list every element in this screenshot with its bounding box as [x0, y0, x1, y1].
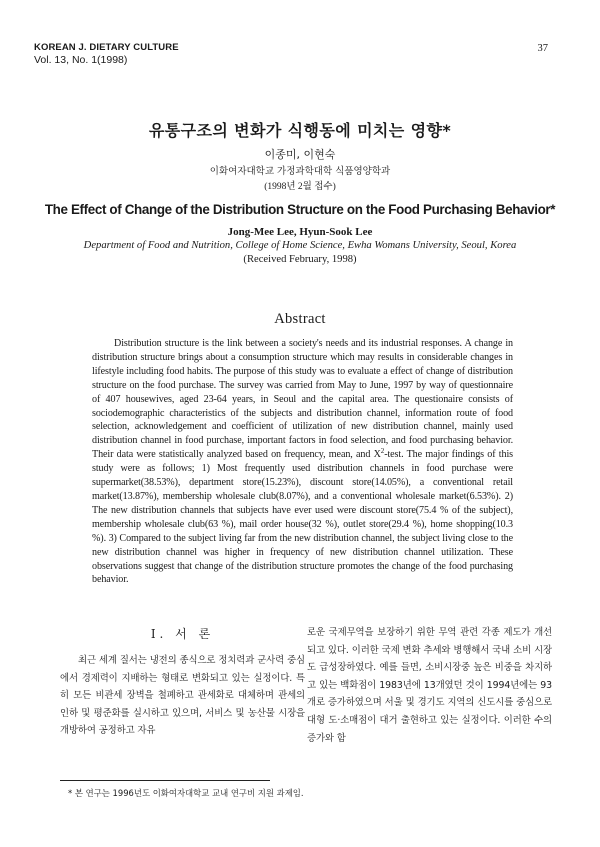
page-number: 37 [537, 43, 548, 54]
english-authors: Jong-Mee Lee, Hyun-Sook Lee [227, 226, 373, 238]
chi-square-superscript: 2 [380, 447, 385, 456]
abstract-paragraph [92, 337, 513, 587]
footnote-divider [60, 780, 270, 781]
korean-title: 유통구조의 변화가 식행동에 미치는 영향* [148, 121, 452, 140]
korean-affiliation: 이화여자대학교 가정과학대학 식품영양학과 [209, 166, 391, 177]
journal-volume: Vol. 13, No. 1(1998) [34, 54, 128, 66]
abstract-text-part2: -test. The major findings of this study were as follows; 1) Most frequently used distribution channels in food purchase were supermarket(38.53%), department store(15.23%), discount store(14.05%), a conventional retail market(13.87%), membership wholesale club(8.07%), and a conventional wholesale market(6.53%). 2) The new distribution channels that subjects have ever used were discount store(75.4 % of the subject), membership wholesale club(63 %), mail order house(32 %), outlet store(29.4 %), home shopping(10.3 %). 3) Compared to the subject living far from the new distribution channel, the subject living close to the new distribution channel was higher in frequency of new distribution channel utilization. These observations suggest that change of the distribution structure promotes the change of the food purchasing behavior. [92, 449, 513, 586]
journal-name: KOREAN J. DIETARY CULTURE [34, 42, 179, 53]
english-title: The Effect of Change of the Distribution Structure on the Food Purchasing Behavior* [44, 202, 556, 217]
abstract-body [92, 337, 513, 587]
english-affiliation: Department of Food and Nutrition, College of Home Science, Ewha Womans University, Seoul, Korea [83, 240, 517, 251]
intro-left-paragraph: 최근 세계 질서는 냉전의 종식으로 정치력과 군사력 중심에서 경제력이 지배하는 형태로 변화되고 있는 실정이다. 특히 모든 비관세 장벽을 철폐하고 관세화로 대체하며 관세의 인하 및 평준화를 실시하고 있으며, 서비스 및 농산물 시장을 개방하여 공정하고 자유 [60, 655, 305, 737]
intro-right-paragraph: 로운 국제무역을 보장하기 위한 무역 관련 각종 제도가 개선되고 있다. 이러한 국제 변화 추세와 병행해서 국내 소비 시장도 급성장하였다. 예를 들면, 소비시장중 높은 비중을 차지하고 있는 백화점이 1983년에 13개였던 것이 1994년에는 93개로 증가하였으며 서울 및 경기도 지역의 신도시를 중심으로 대형 도·소매점이 대거 출현하고 있는 실정이다. 이러한 수의 증가와 함 [307, 627, 552, 744]
intro-right-column [307, 624, 552, 747]
abstract-heading: Abstract [274, 311, 326, 327]
korean-received-date: (1998년 2월 접수) [264, 182, 336, 192]
section-heading-introduction: I. 서 론 [150, 627, 215, 641]
korean-authors: 이종미, 이현숙 [264, 148, 336, 161]
footnote: * 본 연구는 1996년도 이화여자대학교 교내 연구비 지원 과제임. [68, 788, 304, 798]
abstract-text-part1: Distribution structure is the link between a society's needs and its industrial responses. A change in distribution structure brings about a consumption structure which may results in considerable changes in lifestyle including food habits. The purpose of this study was to evaluate a effect of change of distribution structure on the food purchase. The survey was carried from May to June, 1997 by way of questionnaire of 407 housewives, aged 23-64 years, in Seoul and the capital area. The questionaire consists of sociodemographic characteristics of the subjects and distribution channel, information route of food selection, acknowledgement and coefficient of utilization of new distribution channel, mainly used distribution channel in food purchase, important factors in food selection, and food purchasing behavior. Their data were statistically analyzed based on frequency, mean, and X [92, 338, 513, 461]
journal-header [34, 41, 179, 67]
english-received-date: (Received February, 1998) [243, 254, 357, 265]
intro-left-column [60, 652, 305, 740]
